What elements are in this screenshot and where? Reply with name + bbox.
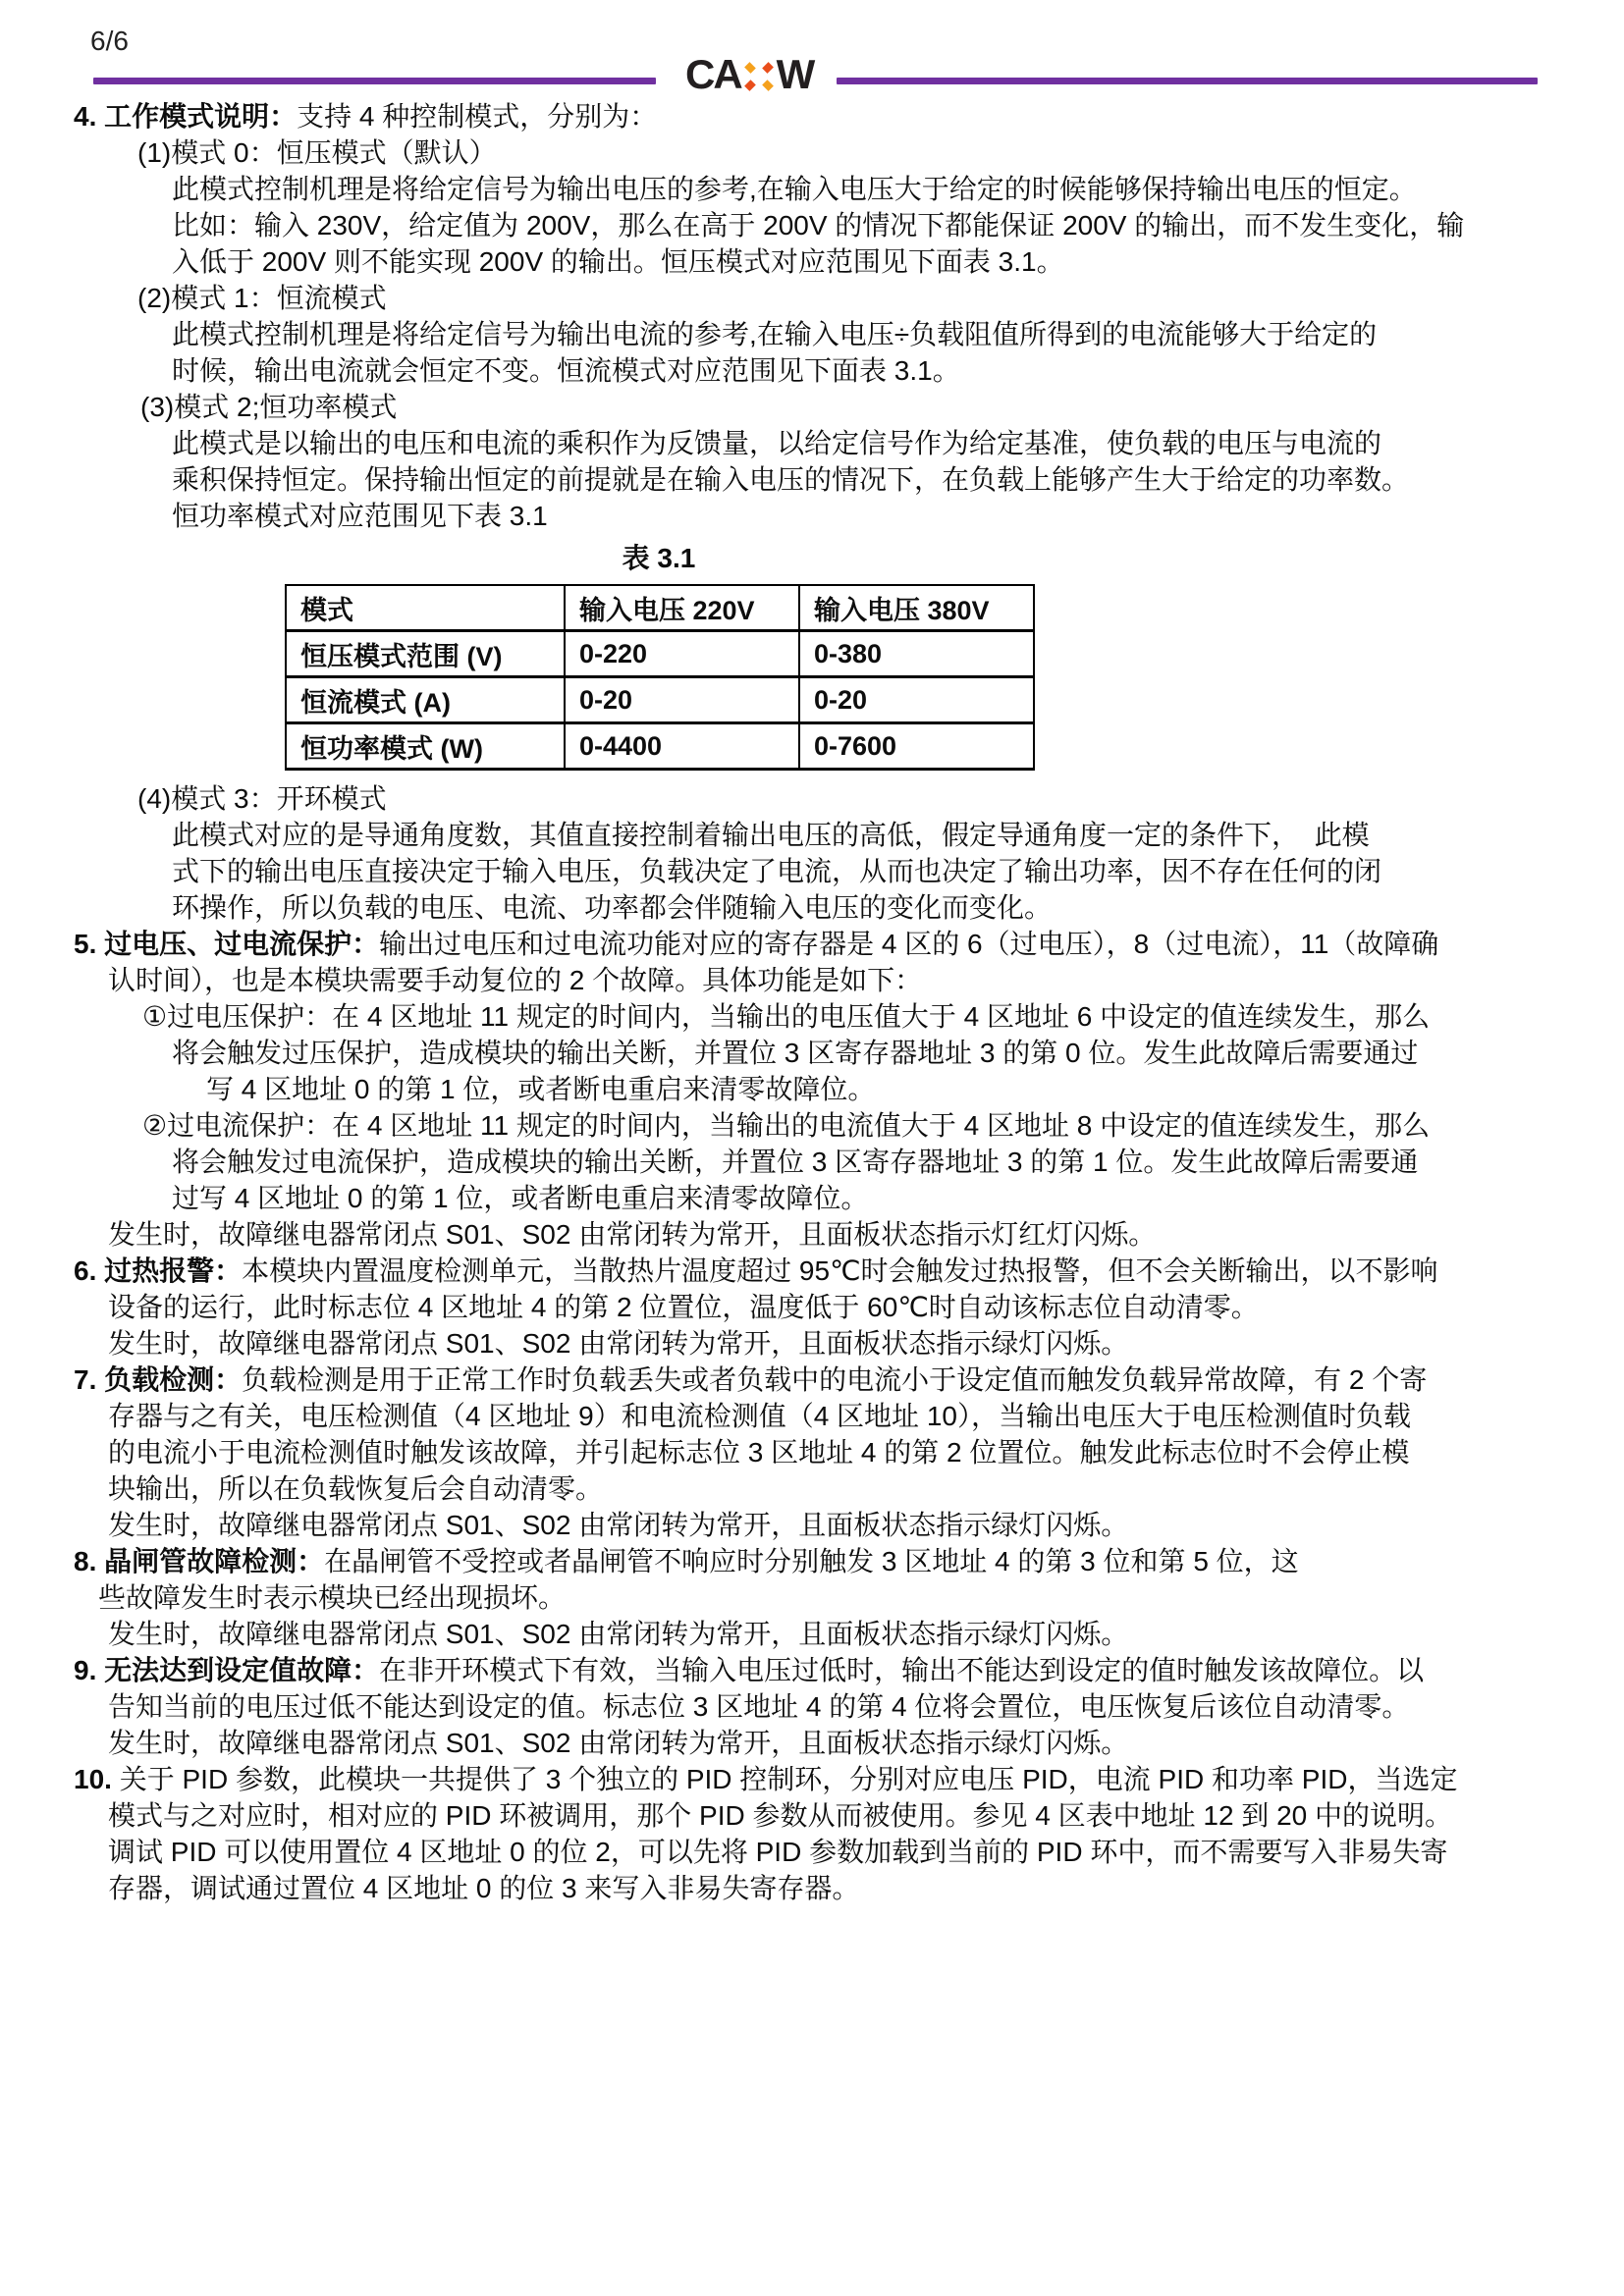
mode-range-table [285,584,1035,771]
text-line: 发生时，故障继电器常闭点 S01、S02 由常闭转为常开，且面板状态指示绿灯闪烁。 [108,1510,1129,1540]
text-line: (1)模式 0：恒压模式（默认） [137,137,497,168]
text-line: ②过电流保护：在 4 区地址 11 规定的时间内，当输出的电流值大于 4 区地址 8 中设定的值连续发生，那么 [142,1110,1431,1141]
text-line: 发生时，故障继电器常闭点 S01、S02 由常闭转为常开，且面板状态指示灯红灯闪烁。 [108,1219,1157,1250]
table-cell: 0-20 [565,677,799,723]
table-row [286,723,1034,770]
text-line: (2)模式 1：恒流模式 [137,283,387,313]
text-line: 写 4 区地址 0 的第 1 位，或者断电重启来清零故障位。 [206,1074,876,1104]
text-line: 发生时，故障继电器常闭点 S01、S02 由常闭转为常开，且面板状态指示绿灯闪烁。 [108,1328,1129,1359]
table-header-row [286,585,1034,631]
text-line: (3)模式 2;恒功率模式 [140,392,398,422]
text-line: 此模式控制机理是将给定信号为输出电流的参考,在输入电压÷负载阻值所得到的电流能够大于给定的 [172,319,1378,349]
text-line: 设备的运行，此时标志位 4 区地址 4 的第 2 位置位，温度低于 60℃时自动该标志位自动清零。 [108,1292,1259,1322]
text-line: 模式与之对应时，相对应的 PID 环被调用，那个 PID 参数从而被使用。参见 4 区表中地址 12 到 20 中的说明。 [108,1800,1453,1831]
table-cell: 0-20 [799,677,1034,723]
table-row [286,677,1034,723]
text-line: 乘积保持恒定。保持输出恒定的前提就是在输入电压的情况下，在负载上能够产生大于给定的功率数。 [172,464,1410,495]
text-line: 10. 关于 PID 参数，此模块一共提供了 3 个独立的 PID 控制环，分别对应电压 PID，电流 PID 和功率 PID，当选定 [74,1764,1458,1794]
text-line: 此模式是以输出的电压和电流的乘积作为反馈量，以给定信号作为给定基准，使负载的电压与电流的 [172,428,1382,458]
text-line: 存器与之有关，电压检测值（4 区地址 9）和电流检测值（4 区地址 10），当输出电压大于电压检测值时负载 [108,1401,1411,1431]
header-rule-right [837,78,1538,84]
table-section [0,540,1624,771]
table-cell: 0-4400 [565,723,799,770]
text-line: 入低于 200V 则不能实现 200V 的输出。恒压模式对应范围见下面表 3.1。 [172,246,1064,277]
text-line: 存器，调试通过置位 4 区地址 0 的位 3 来写入非易失寄存器。 [108,1873,860,1903]
text-line: 过写 4 区地址 0 的第 1 位，或者断电重启来清零故障位。 [172,1183,869,1213]
table-cell: 0-380 [799,631,1034,677]
text-line: 的电流小于电流检测值时触发该故障，并引起标志位 3 区地址 4 的第 2 位置位。触发此标志位时不会停止模 [108,1437,1410,1468]
text-line: 5. 过电压、过电流保护：输出过电压和过电流功能对应的寄存器是 4 区的 6（过电压），8（过电流），11（故障确 [74,929,1439,959]
text-line: 发生时，故障继电器常闭点 S01、S02 由常闭转为常开，且面板状态指示绿灯闪烁。 [108,1728,1129,1758]
text-line: 9. 无法达到设定值故障：在非开环模式下有效，当输入电压过低时，输出不能达到设定的值时触发该故障位。以 [74,1655,1425,1685]
table-cell: 0-7600 [799,723,1034,770]
logo-text-left: CA [685,51,741,97]
text-line: 将会触发过电流保护，造成模块的输出关断，并置位 3 区寄存器地址 3 的第 1 位。发生此故障后需要通 [172,1147,1419,1177]
text-line: 8. 晶闸管故障检测：在晶闸管不受控或者晶闸管不响应时分别触发 3 区地址 4 的第 3 位和第 5 位，这 [74,1546,1299,1576]
text-line: 环操作，所以负载的电压、电流、功率都会伴随输入电压的变化而变化。 [172,892,1053,923]
text-line: (4)模式 3：开环模式 [137,783,387,814]
text-line: 此模式对应的是导通角度数，其值直接控制着输出电压的高低，假定导通角度一定的条件下， 此模 [172,820,1370,850]
header-rule-left [93,78,656,84]
page-header [0,0,1624,98]
table-cell: 恒压模式范围 (V) [286,631,565,677]
header-rule [93,51,1538,102]
text-line: 7. 负载检测：负载检测是用于正常工作时负载丢失或者负载中的电流小于设定值而触发负载异常故障，有 2 个寄 [74,1364,1428,1395]
text-line: 比如：输入 230V，给定值为 200V，那么在高于 200V 的情况下都能保证 200V 的输出，而不发生变化，输 [172,210,1465,240]
text-line: 式下的输出电压直接决定于输入电压，负载决定了电流，从而也决定了输出功率，因不存在任何的闭 [172,856,1382,886]
logo-text-right: W [776,51,814,97]
text-line: 些故障发生时表示模块已经出现损坏。 [98,1582,567,1613]
text-line: 6. 过热报警：本模块内置温度检测单元，当散热片温度超过 95℃时会触发过热报警，但不会关断输出，以不影响 [74,1255,1438,1286]
text-line: ①过电压保护：在 4 区地址 11 规定的时间内，当输出的电压值大于 4 区地址 6 中设定的值连续发生，那么 [142,1001,1431,1032]
table-cell: 恒流模式 (A) [286,677,565,723]
text-line: 告知当前的电压过低不能达到设定的值。标志位 3 区地址 4 的第 4 位将会置位，电压恢复后该位自动清零。 [108,1691,1410,1722]
text-line: 时候，输出电流就会恒定不变。恒流模式对应范围见下面表 3.1。 [172,355,960,386]
document-body-top [0,98,1624,534]
text-line: 调试 PID 可以使用置位 4 区地址 0 的位 2，可以先将 PID 参数加载到当前的 PID 环中，而不需要写入非易失寄 [108,1837,1448,1867]
table-header-cell: 模式 [286,585,565,631]
text-line: 块输出，所以在负载恢复后会自动清零。 [108,1473,604,1504]
table-title: 表 3.1 [622,543,696,573]
text-line: 认时间），也是本模块需要手动复位的 2 个故障。具体功能是如下： [108,965,923,995]
table-header-cell: 输入电压 220V [565,585,799,631]
page-number: 6/6 [90,26,129,56]
orange-x-icon [742,60,776,93]
table-row [286,631,1034,677]
text-line: 4. 工作模式说明：支持 4 种控制模式，分别为： [74,101,658,132]
caxw-logo [656,51,837,98]
text-line: 此模式控制机理是将给定信号为输出电压的参考,在输入电压大于给定的时候能够保持输出电压的恒定。 [172,174,1417,204]
table-cell: 0-220 [565,631,799,677]
text-line: 发生时，故障继电器常闭点 S01、S02 由常闭转为常开，且面板状态指示绿灯闪烁。 [108,1619,1129,1649]
table-cell: 恒功率模式 (W) [286,723,565,770]
document-body-bottom [0,780,1624,1906]
text-line: 将会触发过压保护，造成模块的输出关断，并置位 3 区寄存器地址 3 的第 0 位。发生此故障后需要通过 [172,1038,1419,1068]
text-line: 恒功率模式对应范围见下表 3.1 [172,501,548,531]
table-header-cell: 输入电压 380V [799,585,1034,631]
